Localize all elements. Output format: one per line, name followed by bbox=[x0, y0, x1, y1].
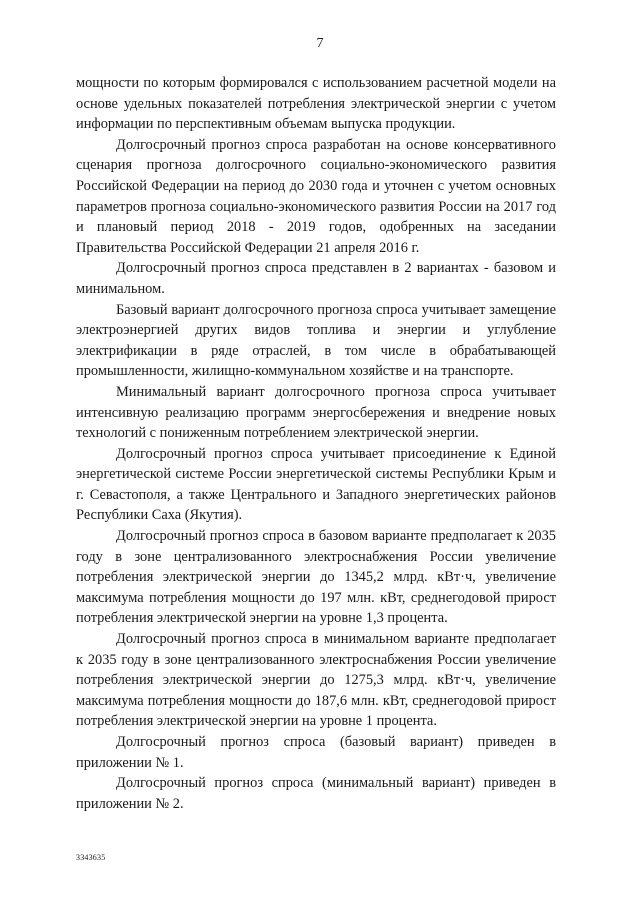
paragraph-appendix-1: Долгосрочный прогноз спроса (базовый вариант) приведен в приложении № 1. bbox=[76, 734, 556, 771]
paragraph-base-2035: Долгосрочный прогноз спроса в базовом варианте предполагает к 2035 году в зоне централизованного электроснабжения России увеличение потребления электрической энергии до 1345,2 млрд. кВт·ч, увеличение максимума потребления мощности до 197 млн. кВт, среднегодовой прирост потребления электрической энергии на уровне 1,3 процента. bbox=[76, 528, 556, 627]
paragraph-base-variant: Базовый вариант долгосрочного прогноза спроса учитывает замещение электроэнергией других видов топлива и энергии и углубление электрификации в ряде отраслей, в том числе в обрабатывающей промышленности, жилищно-коммунальном хозяйстве и на транспорте. bbox=[76, 301, 556, 380]
page-number: 7 bbox=[316, 36, 324, 51]
paragraph-appendix-2: Долгосрочный прогноз спроса (минимальный вариант) приведен в приложении № 2. bbox=[76, 775, 556, 812]
document-code: 3343635 bbox=[76, 853, 106, 862]
paragraph-crimea-yakutia: Долгосрочный прогноз спроса учитывает присоединение к Единой энергетической системе России энергетической системы Республики Крым и г. Севастополя, а также Центрального и Западного энергетических районов Республики Саха (Якутия). bbox=[76, 445, 556, 524]
paragraph-minimal-2035: Долгосрочный прогноз спроса в минимальном варианте предполагает к 2035 году в зоне централизованного электроснабжения России увеличение потребления электрической энергии до 1275,3 млрд. кВт·ч, увеличение максимума потребления мощности до 187,6 млн. кВт, среднегодовой прирост потребления электрической энергии на уровне 1 процента. bbox=[76, 631, 556, 730]
document-body bbox=[76, 73, 556, 814]
paragraph-minimal-variant: Минимальный вариант долгосрочного прогноза спроса учитывает интенсивную реализацию программ энергосбережения и внедрение новых технологий с пониженным потреблением электрической энергии. bbox=[76, 383, 556, 442]
paragraph-forecast-basis: Долгосрочный прогноз спроса разработан на основе консервативного сценария прогноза долгосрочного социально-экономического развития Российской Федерации на период до 2030 года и уточнен с учетом основных параметров прогноза социально-экономического развития России на 2017 год и плановый период 2018 - 2019 годов, одобренных на заседании Правительства Российской Федерации 21 апреля 2016 г. bbox=[76, 136, 556, 256]
paragraph-forecast-variants: Долгосрочный прогноз спроса представлен в 2 вариантах - базовом и минимальном. bbox=[76, 260, 556, 297]
paragraph-continuation: мощности по которым формировался с использованием расчетной модели на основе удельных показателей потребления электрической энергии с учетом информации по перспективным объемам выпуска продукции. bbox=[76, 75, 556, 133]
